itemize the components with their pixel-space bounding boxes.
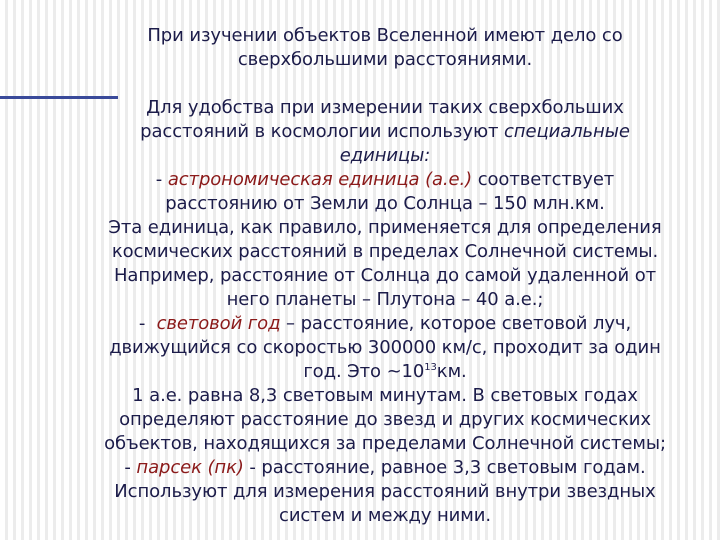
light-year-term: световой год	[156, 313, 281, 334]
light-year-line-1-suffix: – расстояние, которое световой луч,	[286, 313, 632, 334]
parsec-line-1	[60, 456, 710, 480]
special-units-line-1: Для удобства при измерении таких сверхбольших	[146, 97, 624, 118]
light-year-line-2: движущийся со скоростью 300000 км/с, проходит за один	[109, 337, 661, 358]
parsec-line-3: систем и между ними.	[279, 505, 491, 526]
au-term: астрономическая единица (а.е.)	[167, 169, 473, 190]
slide-body	[60, 24, 710, 528]
light-year-line-3	[60, 360, 710, 384]
au-dash: -	[155, 169, 163, 190]
light-year-line-5: определяют расстояние до звезд и других космических	[119, 409, 651, 430]
au-line-2: расстоянию от Земли до Солнца – 150 млн.км.	[165, 193, 605, 214]
paragraph-gap	[60, 72, 710, 96]
au-line-3: Эта единица, как правило, применяется для определения	[108, 217, 662, 238]
special-units-line-2-text: расстояний в космологии используют	[140, 121, 499, 142]
parsec-dash: -	[124, 457, 131, 478]
light-year-line-4: 1 а.е. равна 8,3 световым минутам. В световых годах	[132, 385, 638, 406]
light-year-line-3-suffix: км.	[436, 361, 467, 382]
parsec-line-2: Используют для измерения расстояний внутри звездных	[114, 481, 656, 502]
au-line-4: космических расстояний в пределах Солнечной системы.	[111, 241, 659, 262]
special-units-emphasis: специальные	[504, 121, 630, 142]
au-line-1	[60, 168, 710, 192]
au-line-6: него планеты – Плутона – 40 а.е.;	[226, 289, 544, 310]
light-year-exponent: 13	[424, 362, 437, 373]
parsec-term: парсек (пк)	[136, 457, 244, 478]
intro-line-1: При изучении объектов Вселенной имеют дело со	[147, 25, 623, 46]
parsec-line-1-suffix: - расстояние, равное 3,3 световым годам.	[249, 457, 646, 478]
light-year-dash: -	[138, 313, 146, 334]
au-line-5: Например, расстояние от Солнца до самой удаленной от	[114, 265, 656, 286]
special-units-line-2	[60, 120, 710, 144]
intro-line-2: сверхбольшими расстояниями.	[237, 49, 533, 70]
au-line-1-suffix: соответствует	[477, 169, 615, 190]
light-year-line-1	[60, 312, 710, 336]
special-units-line-3: единицы:	[339, 145, 431, 166]
light-year-line-6: объектов, находящихся за пределами Солнечной системы;	[104, 433, 666, 454]
light-year-line-3-prefix: год. Это ~10	[303, 361, 425, 382]
